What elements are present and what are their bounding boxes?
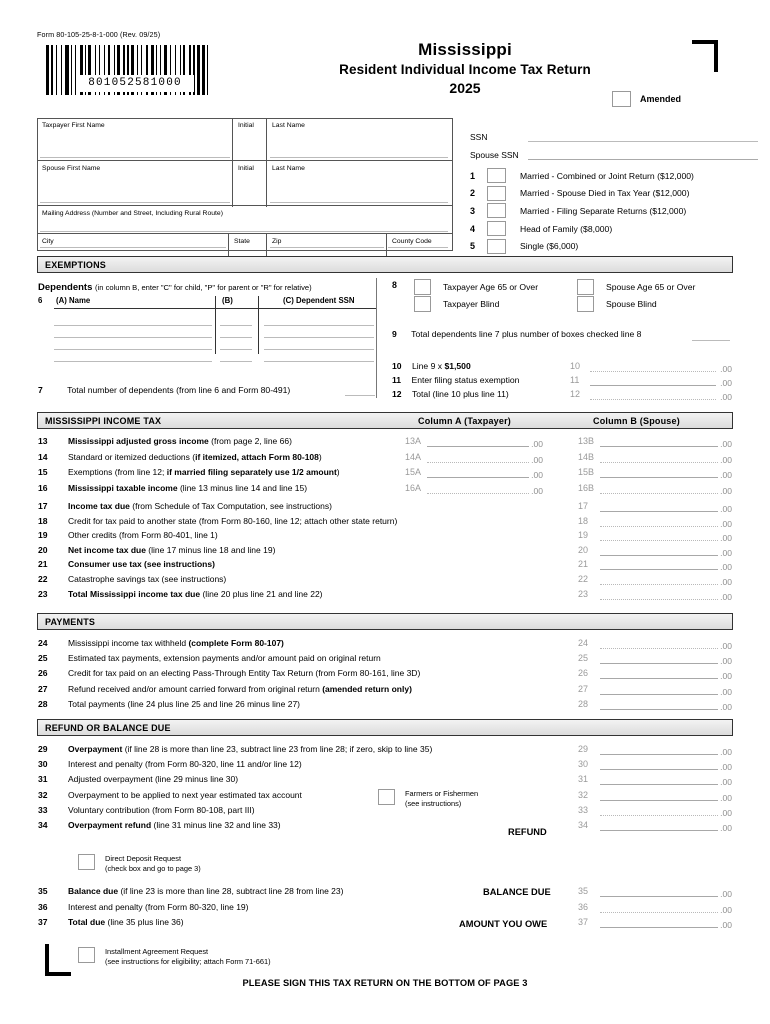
line13a-amount-cents: .00 [531, 439, 543, 449]
line12-number: 12 [392, 389, 402, 399]
line31-amount[interactable] [578, 773, 732, 786]
line20-amount[interactable] [578, 544, 732, 557]
taxpayer-first-name-label: Taxpayer First Name [42, 122, 105, 129]
filing-status-number-4: 4 [470, 223, 476, 234]
line21-text: Consumer use tax (see instructions) [68, 559, 215, 570]
taxpayer-age-65-checkbox[interactable] [414, 279, 431, 295]
line17-amount[interactable] [578, 500, 732, 513]
line12-amount[interactable] [570, 388, 732, 401]
line19-amount-tag: 19 [578, 530, 589, 541]
line35-amount-tag: 35 [578, 886, 589, 896]
line25-amount-tag: 25 [578, 653, 589, 664]
dependent-ssn-input-4[interactable] [264, 361, 374, 362]
line10-number: 10 [392, 361, 402, 371]
line8-number-wrap [392, 280, 397, 290]
line18-amount[interactable] [578, 515, 732, 528]
income-tax-section-header [37, 412, 733, 429]
filing-status-number-1: 1 [470, 170, 476, 181]
line24-amount-cents: .00 [720, 641, 732, 651]
exemptions-section-header: EXEMPTIONS [37, 256, 733, 273]
line7-row [38, 385, 290, 395]
line15a-amount-tag: 15A [405, 467, 422, 477]
line16b-amount-tag: 16B [578, 482, 595, 493]
title-state: Mississippi [418, 40, 512, 59]
line17-text: Income tax due (from Schedule of Tax Computation, see instructions) [68, 501, 332, 511]
installment-agreement-checkbox[interactable] [78, 947, 95, 963]
taxpayer-initial-label: Initial [238, 122, 254, 129]
line27-amount-cents: .00 [720, 686, 732, 697]
line21-number: 21 [38, 559, 48, 570]
line34-amount-cents: .00 [720, 823, 732, 833]
taxpayer-age-65-label: Taxpayer Age 65 or Over [443, 281, 539, 292]
dependent-ssn-input-2[interactable] [264, 337, 374, 338]
amended-checkbox[interactable] [612, 91, 631, 107]
spouse-blind-label: Spouse Blind [606, 298, 657, 309]
line8-spouse-blind-row [577, 295, 695, 312]
line29-text: Overpayment (if line 28 is more than line 23, subtract line 23 from line 28; if zero, skip to line 35) [68, 744, 433, 754]
line10-tag: 10 [570, 361, 581, 371]
line35-amount[interactable] [578, 885, 732, 898]
ssn-block [470, 124, 758, 160]
line22-amount-cents: .00 [720, 577, 732, 587]
taxpayer-blind-label: Taxpayer Blind [443, 298, 500, 309]
line20-number: 20 [38, 544, 48, 555]
line8-spouse-group [577, 278, 695, 312]
filing-status-checkbox-2[interactable] [487, 186, 506, 201]
dependents-col-b-header: (B) [222, 296, 233, 305]
filing-status-checkbox-4[interactable] [487, 221, 506, 236]
line15-number: 15 [38, 467, 48, 477]
line27-amount-tag: 27 [578, 683, 589, 694]
line11-number: 11 [392, 375, 402, 385]
line28-amount-cents: .00 [720, 701, 732, 712]
line10-amount[interactable] [570, 360, 732, 373]
dependent-relationship-input-4[interactable] [220, 361, 252, 362]
line14b-amount-cents: .00 [720, 454, 732, 465]
dependents-heading: Dependents (in column B, enter "C" for child, "P" for parent or "R" for relative) [38, 282, 312, 293]
direct-deposit-text: Direct Deposit Request (check box and go to page 3) [105, 854, 201, 873]
line14b-amount[interactable] [578, 451, 732, 464]
spouse-blind-checkbox[interactable] [577, 296, 594, 312]
line11-text: Enter filing status exemption [411, 375, 520, 385]
line31-amount-tag: 31 [578, 774, 589, 785]
line32-amount-cents: .00 [720, 792, 732, 803]
title-year: 2025 [449, 80, 481, 96]
dependent-relationship-input-2[interactable] [220, 337, 252, 338]
line18-number: 18 [38, 515, 48, 526]
county-code-label: County Code [392, 238, 432, 245]
line15b-amount-cents: .00 [720, 470, 732, 480]
line32-amount[interactable] [578, 789, 732, 802]
line13-number: 13 [38, 436, 48, 446]
dependent-name-input-4[interactable] [54, 361, 212, 362]
filing-status-label-5: Single ($6,000) [520, 241, 579, 252]
line30-amount-cents: .00 [720, 762, 732, 773]
dependents-col-a-header: (A) Name [56, 296, 91, 305]
line24-text: Mississippi income tax withheld (complete Form 80-107) [68, 638, 284, 648]
line24-amount[interactable] [578, 637, 732, 650]
line34-number: 34 [38, 820, 48, 830]
line26-text: Credit for tax paid on an electing Pass-Through Entity Tax Return (from Form 80-161, line 3D) [68, 668, 421, 679]
line28-amount-tag: 28 [578, 698, 589, 709]
line19-number: 19 [38, 530, 48, 541]
dependent-relationship-input-3[interactable] [220, 349, 252, 350]
line15-text: Exemptions (from line 12; if married filing separately use 1/2 amount) [68, 467, 340, 477]
line9-row [392, 329, 641, 339]
line37-amount[interactable] [578, 916, 732, 929]
form-title [255, 40, 675, 96]
line26-number: 26 [38, 668, 48, 679]
line11-amount[interactable] [570, 374, 732, 387]
farmers-fishermen-text: Farmers or Fishermen (see instructions) [405, 789, 479, 808]
zip-label: Zip [272, 238, 282, 245]
line12-cents: .00 [720, 392, 732, 402]
line15a-amount-cents: .00 [531, 470, 543, 480]
line35-text: Balance due (if line 23 is more than line 28, subtract line 28 from line 23) [68, 886, 344, 896]
line17-amount-cents: .00 [720, 504, 732, 514]
line32-text: Overpayment to be applied to next year estimated tax account [68, 789, 302, 800]
line16b-amount-cents: .00 [720, 485, 732, 496]
line13a-amount[interactable] [405, 435, 543, 448]
line12-row [392, 389, 509, 399]
filing-status-checkbox-1[interactable] [487, 168, 506, 183]
line9-input[interactable] [692, 340, 730, 341]
filing-status-label-2: Married - Spouse Died in Tax Year ($12,000) [520, 188, 690, 199]
line21-amount[interactable] [578, 558, 732, 571]
line16a-amount-cents: .00 [531, 485, 543, 496]
column-a-header: Column A (Taxpayer) [418, 416, 511, 426]
ssn-input[interactable] [528, 131, 758, 142]
line36-number: 36 [38, 901, 48, 912]
registration-mark-top-right [692, 40, 718, 72]
line29-number: 29 [38, 744, 48, 754]
line31-number: 31 [38, 774, 48, 785]
line28-number: 28 [38, 698, 48, 709]
line13b-amount[interactable] [578, 435, 732, 448]
line14a-amount-cents: .00 [531, 454, 543, 465]
line8-spouse-65-row [577, 278, 695, 295]
line21-amount-cents: .00 [720, 562, 732, 573]
line37-amount-cents: .00 [720, 920, 732, 931]
line13b-amount-tag: 13B [578, 436, 595, 446]
farmers-fishermen-checkbox[interactable] [378, 789, 395, 805]
spouse-age-65-label: Spouse Age 65 or Over [606, 281, 696, 292]
line29-amount-cents: .00 [720, 747, 732, 757]
line30-amount-tag: 30 [578, 759, 589, 770]
line36-text: Interest and penalty (from Form 80-320, line 19) [68, 901, 249, 912]
balance-due-label: BALANCE DUE [483, 887, 551, 897]
line10-row [392, 361, 471, 371]
spouse-age-65-checkbox[interactable] [577, 279, 594, 295]
line32-number: 32 [38, 789, 48, 800]
dependents-col-c-header: (C) Dependent SSN [283, 296, 355, 305]
ssn-row [470, 124, 758, 142]
line7-number: 7 [38, 385, 43, 395]
installment-agreement-text: Installment Agreement Request (see instructions for eligibility; attach Form 71-661) [105, 947, 271, 966]
spouse-ssn-row [470, 142, 758, 160]
filing-status-row-5 [470, 237, 694, 255]
line36-amount-cents: .00 [720, 904, 732, 915]
dependent-name-input-1[interactable] [54, 325, 212, 326]
dependent-ssn-input-1[interactable] [264, 325, 374, 326]
line24-amount-tag: 24 [578, 638, 589, 648]
line7-input[interactable] [345, 395, 375, 396]
filing-status-row-4 [470, 220, 694, 238]
line26-amount-tag: 26 [578, 668, 589, 679]
line30-number: 30 [38, 759, 48, 770]
filing-status-row-3 [470, 202, 694, 220]
line37-text: Total due (line 35 plus line 36) [68, 917, 184, 928]
line12-tag: 12 [570, 389, 581, 399]
amended-row [612, 91, 681, 107]
line30-amount[interactable] [578, 758, 732, 771]
line13a-amount-tag: 13A [405, 436, 422, 446]
line36-amount-tag: 36 [578, 901, 589, 912]
line16-number: 16 [38, 482, 48, 493]
line15b-amount[interactable] [578, 466, 732, 479]
line16a-amount[interactable] [405, 482, 543, 495]
line28-text: Total payments (line 24 plus line 25 and line 26 minus line 27) [68, 698, 300, 709]
line14-text: Standard or itemized deductions (if itemized, attach Form 80-108) [68, 451, 322, 462]
line8-taxpayer-65-row [414, 278, 538, 295]
line36-amount[interactable] [578, 901, 732, 914]
line18-amount-tag: 18 [578, 515, 589, 526]
taxpayer-name-address-block [37, 118, 453, 251]
line20-amount-tag: 20 [578, 544, 589, 555]
line29-amount[interactable] [578, 743, 732, 756]
line10-text: Line 9 x $1,500 [411, 361, 471, 371]
spouse-initial-label: Initial [238, 165, 254, 172]
line20-text: Net income tax due (line 17 minus line 18 and line 19) [68, 544, 276, 555]
amended-label: Amended [640, 94, 682, 104]
line23-amount-tag: 23 [578, 588, 589, 599]
line29-amount-tag: 29 [578, 744, 589, 754]
line11-tag: 11 [570, 375, 580, 385]
line35-amount-cents: .00 [720, 889, 732, 899]
taxpayer-blind-checkbox[interactable] [414, 296, 431, 312]
filing-status-label-3: Married - Filing Separate Returns ($12,000) [520, 205, 687, 216]
state-label: State [234, 238, 250, 245]
line23-amount-cents: .00 [720, 591, 732, 602]
dependent-ssn-input-3[interactable] [264, 349, 374, 350]
line22-number: 22 [38, 574, 48, 584]
sign-notice: PLEASE SIGN THIS TAX RETURN ON THE BOTTOM OF PAGE 3 [242, 978, 528, 988]
barcode-digits: 801052581000 [76, 75, 194, 92]
line34-text: Overpayment refund (line 31 minus line 32 and line 33) [68, 820, 281, 830]
ssn-label: SSN [470, 132, 488, 142]
line18-text: Credit for tax paid to another state (from Form 80-160, line 12; attach other state return) [68, 515, 398, 526]
line14a-amount[interactable] [405, 451, 543, 464]
dependent-relationship-input-1[interactable] [220, 325, 252, 326]
filing-status-checkbox-5[interactable] [487, 239, 506, 254]
filing-status-number-3: 3 [470, 205, 476, 216]
line26-amount[interactable] [578, 667, 732, 680]
filing-status-label-1: Married - Combined or Joint Return ($12,000) [520, 170, 694, 181]
line12-text: Total (line 10 plus line 11) [411, 389, 509, 399]
line9-number: 9 [392, 329, 397, 339]
line33-number: 33 [38, 804, 48, 815]
line13-text: Mississippi adjusted gross income (from page 2, line 66) [68, 436, 292, 446]
line15b-amount-tag: 15B [578, 467, 595, 477]
line18-amount-cents: .00 [720, 518, 732, 529]
dependent-name-input-3[interactable] [54, 349, 212, 350]
line14a-amount-tag: 14A [405, 451, 422, 462]
mailing-address-label: Mailing Address (Number and Street, Including Rural Route) [42, 210, 223, 217]
filing-status-number-2: 2 [470, 188, 476, 199]
line31-amount-cents: .00 [720, 777, 732, 788]
line8-taxpayer-group [414, 278, 538, 312]
line24-number: 24 [38, 638, 48, 648]
dependents-note: (in column B, enter "C" for child, "P" for parent or "R" for relative) [95, 283, 312, 292]
line17-number: 17 [38, 501, 48, 511]
refund-label: REFUND [508, 827, 547, 837]
refund-section-header: REFUND OR BALANCE DUE [37, 719, 733, 736]
spouse-first-name-label: Spouse First Name [42, 165, 101, 172]
line20-amount-cents: .00 [720, 547, 732, 558]
taxpayer-last-name-label: Last Name [272, 122, 305, 129]
line25-text: Estimated tax payments, extension payments and/or amount paid on original return [68, 653, 381, 664]
line16b-amount[interactable] [578, 482, 732, 495]
line23-text: Total Mississippi income tax due (line 20 plus line 21 and line 22) [68, 588, 323, 599]
line22-amount-tag: 22 [578, 574, 589, 584]
line14b-amount-tag: 14B [578, 451, 595, 462]
filing-status-row-2 [470, 185, 694, 203]
line14-number: 14 [38, 451, 48, 462]
installment-agreement-block [78, 947, 271, 967]
amount-you-owe-label: AMOUNT YOU OWE [459, 919, 548, 929]
filing-status-list [470, 167, 694, 255]
line31-text: Adjusted overpayment (line 29 minus line 30) [68, 774, 239, 785]
line13b-amount-cents: .00 [720, 439, 732, 449]
exemptions-divider [376, 278, 377, 398]
form-number: Form 80-105-25-8-1-000 (Rev. 09/25) [37, 30, 161, 39]
filing-status-number-5: 5 [470, 241, 476, 252]
line27-amount[interactable] [578, 683, 732, 696]
income-tax-section-title: MISSISSIPPI INCOME TAX [45, 416, 162, 426]
filing-status-row-1 [470, 167, 694, 185]
filing-status-checkbox-3[interactable] [487, 203, 506, 218]
line37-amount-tag: 37 [578, 917, 589, 928]
line35-number: 35 [38, 886, 48, 896]
spouse-ssn-input[interactable] [528, 149, 758, 160]
line6-number: 6 [38, 296, 43, 305]
dependent-name-input-2[interactable] [54, 337, 212, 338]
line27-text: Refund received and/or amount carried forward from original return (amended return only) [68, 683, 412, 694]
line15a-amount[interactable] [405, 466, 543, 479]
direct-deposit-checkbox[interactable] [78, 854, 95, 870]
line34-amount[interactable] [578, 819, 732, 832]
city-label: City [42, 238, 54, 245]
column-b-header: Column B (Spouse) [593, 416, 680, 426]
line33-amount-cents: .00 [720, 807, 732, 818]
line22-text: Catastrophe savings tax (see instructions) [68, 574, 227, 584]
line19-text: Other credits (from Form 80-401, line 1) [68, 530, 218, 541]
barcode [46, 45, 224, 95]
direct-deposit-block [78, 854, 201, 874]
line34-amount-tag: 34 [578, 820, 589, 830]
line16a-amount-tag: 16A [405, 482, 422, 493]
line27-number: 27 [38, 683, 48, 694]
line30-text: Interest and penalty (from Form 80-320, line 11 and/or line 12) [68, 759, 302, 770]
line33-amount[interactable] [578, 804, 732, 817]
line21-amount-tag: 21 [578, 559, 589, 570]
line25-amount[interactable] [578, 652, 732, 665]
line26-amount-cents: .00 [720, 671, 732, 682]
line11-row [392, 375, 519, 385]
line32-amount-tag: 32 [578, 789, 589, 800]
spouse-last-name-label: Last Name [272, 165, 305, 172]
line8-taxpayer-blind-row [414, 295, 538, 312]
title-subtitle: Resident Individual Income Tax Return [339, 62, 591, 77]
line25-number: 25 [38, 653, 48, 664]
line11-cents: .00 [720, 378, 732, 388]
line8-number: 8 [392, 280, 397, 290]
line25-amount-cents: .00 [720, 656, 732, 667]
line19-amount[interactable] [578, 529, 732, 542]
line23-number: 23 [38, 588, 48, 599]
line9-text: Total dependents line 7 plus number of boxes checked line 8 [411, 329, 642, 339]
payments-section-header: PAYMENTS [37, 613, 733, 630]
line23-amount[interactable] [578, 588, 732, 601]
line33-text: Voluntary contribution (from Form 80-108, part III) [68, 804, 255, 815]
registration-mark-bottom-left [45, 944, 71, 976]
line7-text: Total number of dependents (from line 6 and Form 80-491) [67, 385, 291, 395]
line37-number: 37 [38, 917, 48, 928]
spouse-ssn-label: Spouse SSN [470, 150, 519, 160]
line22-amount[interactable] [578, 573, 732, 586]
filing-status-label-4: Head of Family ($8,000) [520, 223, 613, 234]
farmers-fishermen-block [378, 789, 478, 809]
line16-text: Mississippi taxable income (line 13 minus line 14 and line 15) [68, 482, 308, 493]
line33-amount-tag: 33 [578, 804, 589, 815]
line28-amount[interactable] [578, 698, 732, 711]
line10-cents: .00 [720, 364, 732, 374]
line19-amount-cents: .00 [720, 533, 732, 544]
line17-amount-tag: 17 [578, 501, 589, 511]
